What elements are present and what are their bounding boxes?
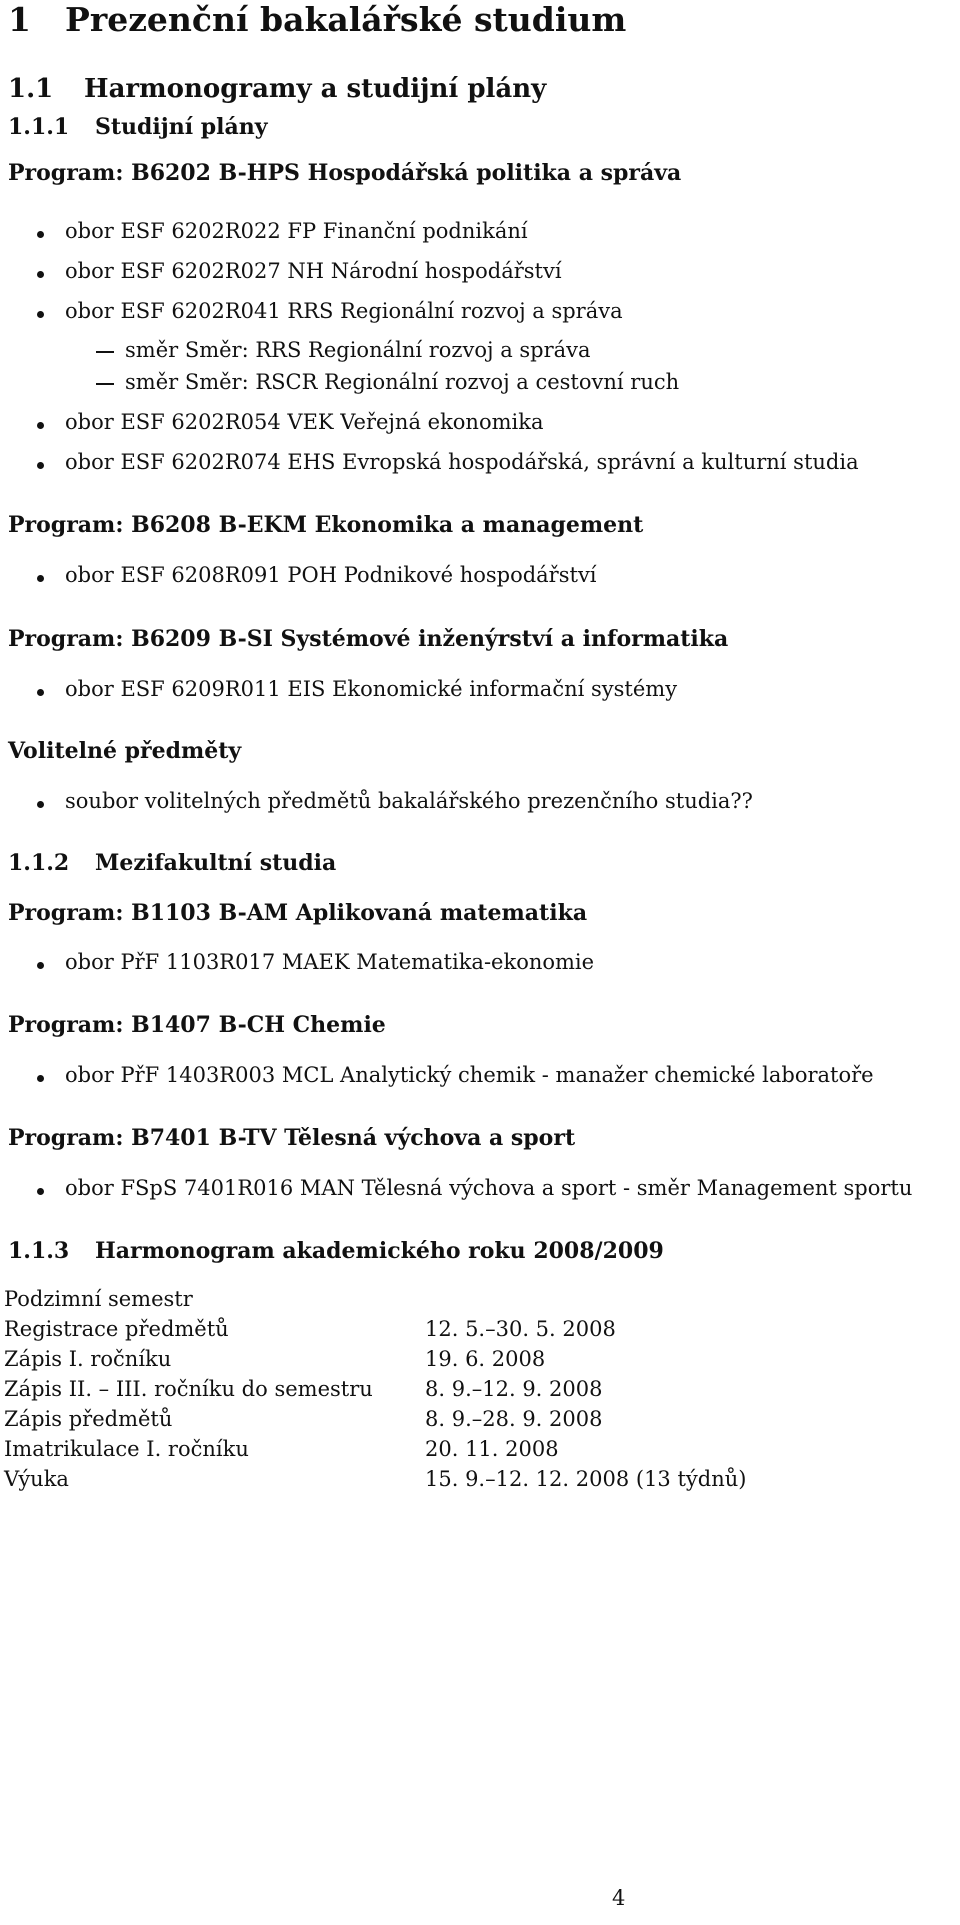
schedule-label: Registrace předmětů <box>4 1317 229 1341</box>
schedule-label: Zápis II. – III. ročníku do semestru <box>4 1377 373 1401</box>
subsection-number: 1.1.2 <box>8 850 70 876</box>
program-heading: Program: B7401 B-TV Tělesná výchova a sport <box>8 1125 576 1151</box>
program-heading: Program: B1103 B-AM Aplikovaná matematika <box>8 900 588 926</box>
subsection-number: 1.1.3 <box>8 1238 70 1264</box>
dash-icon <box>96 383 114 385</box>
schedule-value: 19. 6. 2008 <box>425 1347 546 1371</box>
list-item-text: obor ESF 6202R041 RRS Regionální rozvoj a správa <box>65 299 623 323</box>
schedule-label: Imatrikulace I. ročníku <box>4 1437 249 1461</box>
list-item <box>65 789 753 813</box>
list-item-text: obor PřF 1103R017 MAEK Matematika-ekonomie <box>65 950 595 974</box>
subsection-number: 1.1.1 <box>8 114 70 140</box>
bullet-icon <box>37 271 44 278</box>
bullet-icon <box>37 575 44 582</box>
bullet-icon <box>37 311 44 318</box>
list-item <box>65 219 528 243</box>
subsection-title: Mezifakultní studia <box>95 850 337 876</box>
dash-icon <box>96 351 114 353</box>
bullet-icon <box>37 462 44 469</box>
bullet-icon <box>37 801 44 808</box>
subsection-heading-schedule <box>8 1238 664 1264</box>
list-item-text: obor ESF 6209R011 EIS Ekonomické informační systémy <box>65 677 678 701</box>
subsection-title: Studijní plány <box>95 114 268 140</box>
sub-list-item <box>125 370 679 394</box>
list-item <box>65 1176 912 1200</box>
list-item <box>65 410 543 434</box>
program-heading: Program: B6202 B-HPS Hospodářská politika a správa <box>8 160 682 186</box>
sub-list-item-text: směr Směr: RSCR Regionální rozvoj a cestovní ruch <box>125 370 680 394</box>
page-number: 4 <box>612 1886 626 1910</box>
bullet-icon <box>37 962 44 969</box>
schedule-label: Zápis předmětů <box>4 1407 173 1431</box>
sub-list-item <box>125 338 591 362</box>
chapter-title: Prezenční bakalářské studium <box>65 0 627 39</box>
program-heading: Program: B6208 B-EKM Ekonomika a management <box>8 512 644 538</box>
list-item-text: obor PřF 1403R003 MCL Analytický chemik - manažer chemické laboratoře <box>65 1063 874 1087</box>
subsection-title: Harmonogram akademického roku 2008/2009 <box>95 1238 664 1264</box>
schedule-heading: Podzimní semestr <box>4 1287 193 1311</box>
program-heading: Program: B1407 B-CH Chemie <box>8 1012 386 1038</box>
list-item <box>65 1063 874 1087</box>
list-item <box>65 259 562 283</box>
bullet-icon <box>37 1188 44 1195</box>
schedule-label: Výuka <box>4 1467 69 1491</box>
subsection-heading-interfaculty <box>8 850 336 876</box>
bullet-icon <box>37 1075 44 1082</box>
chapter-heading <box>8 0 626 39</box>
schedule-value: 8. 9.–28. 9. 2008 <box>425 1407 603 1431</box>
schedule-value: 20. 11. 2008 <box>425 1437 559 1461</box>
list-item-text: obor ESF 6208R091 POH Podnikové hospodářství <box>65 563 597 587</box>
list-item-text: obor ESF 6202R022 FP Finanční podnikání <box>65 219 528 243</box>
list-item <box>65 299 623 323</box>
list-item <box>65 677 677 701</box>
bullet-icon <box>37 422 44 429</box>
electives-heading: Volitelné předměty <box>8 738 242 764</box>
chapter-number: 1 <box>8 0 31 39</box>
list-item-text: obor ESF 6202R074 EHS Evropská hospodářská, správní a kulturní studia <box>65 450 859 474</box>
schedule-label: Zápis I. ročníku <box>4 1347 172 1371</box>
schedule-value: 15. 9.–12. 12. 2008 (13 týdnů) <box>425 1467 747 1491</box>
section-title: Harmonogramy a studijní plány <box>84 74 547 104</box>
section-number: 1.1 <box>8 74 54 104</box>
section-heading <box>8 74 546 104</box>
subsection-heading-study-plans <box>8 114 268 140</box>
schedule-value: 12. 5.–30. 5. 2008 <box>425 1317 616 1341</box>
list-item-text: obor ESF 6202R054 VEK Veřejná ekonomika <box>65 410 544 434</box>
list-item <box>65 563 597 587</box>
schedule-value: 8. 9.–12. 9. 2008 <box>425 1377 603 1401</box>
list-item-text: obor FSpS 7401R016 MAN Tělesná výchova a sport - směr Management sportu <box>65 1176 913 1200</box>
list-item <box>65 950 594 974</box>
list-item-text: obor ESF 6202R027 NH Národní hospodářství <box>65 259 562 283</box>
bullet-icon <box>37 231 44 238</box>
program-heading: Program: B6209 B-SI Systémové inženýrství a informatika <box>8 626 729 652</box>
list-item-text: soubor volitelných předmětů bakalářského prezenčního studia?? <box>65 789 753 813</box>
sub-list-item-text: směr Směr: RRS Regionální rozvoj a správa <box>125 338 591 362</box>
bullet-icon <box>37 689 44 696</box>
list-item <box>65 450 859 474</box>
